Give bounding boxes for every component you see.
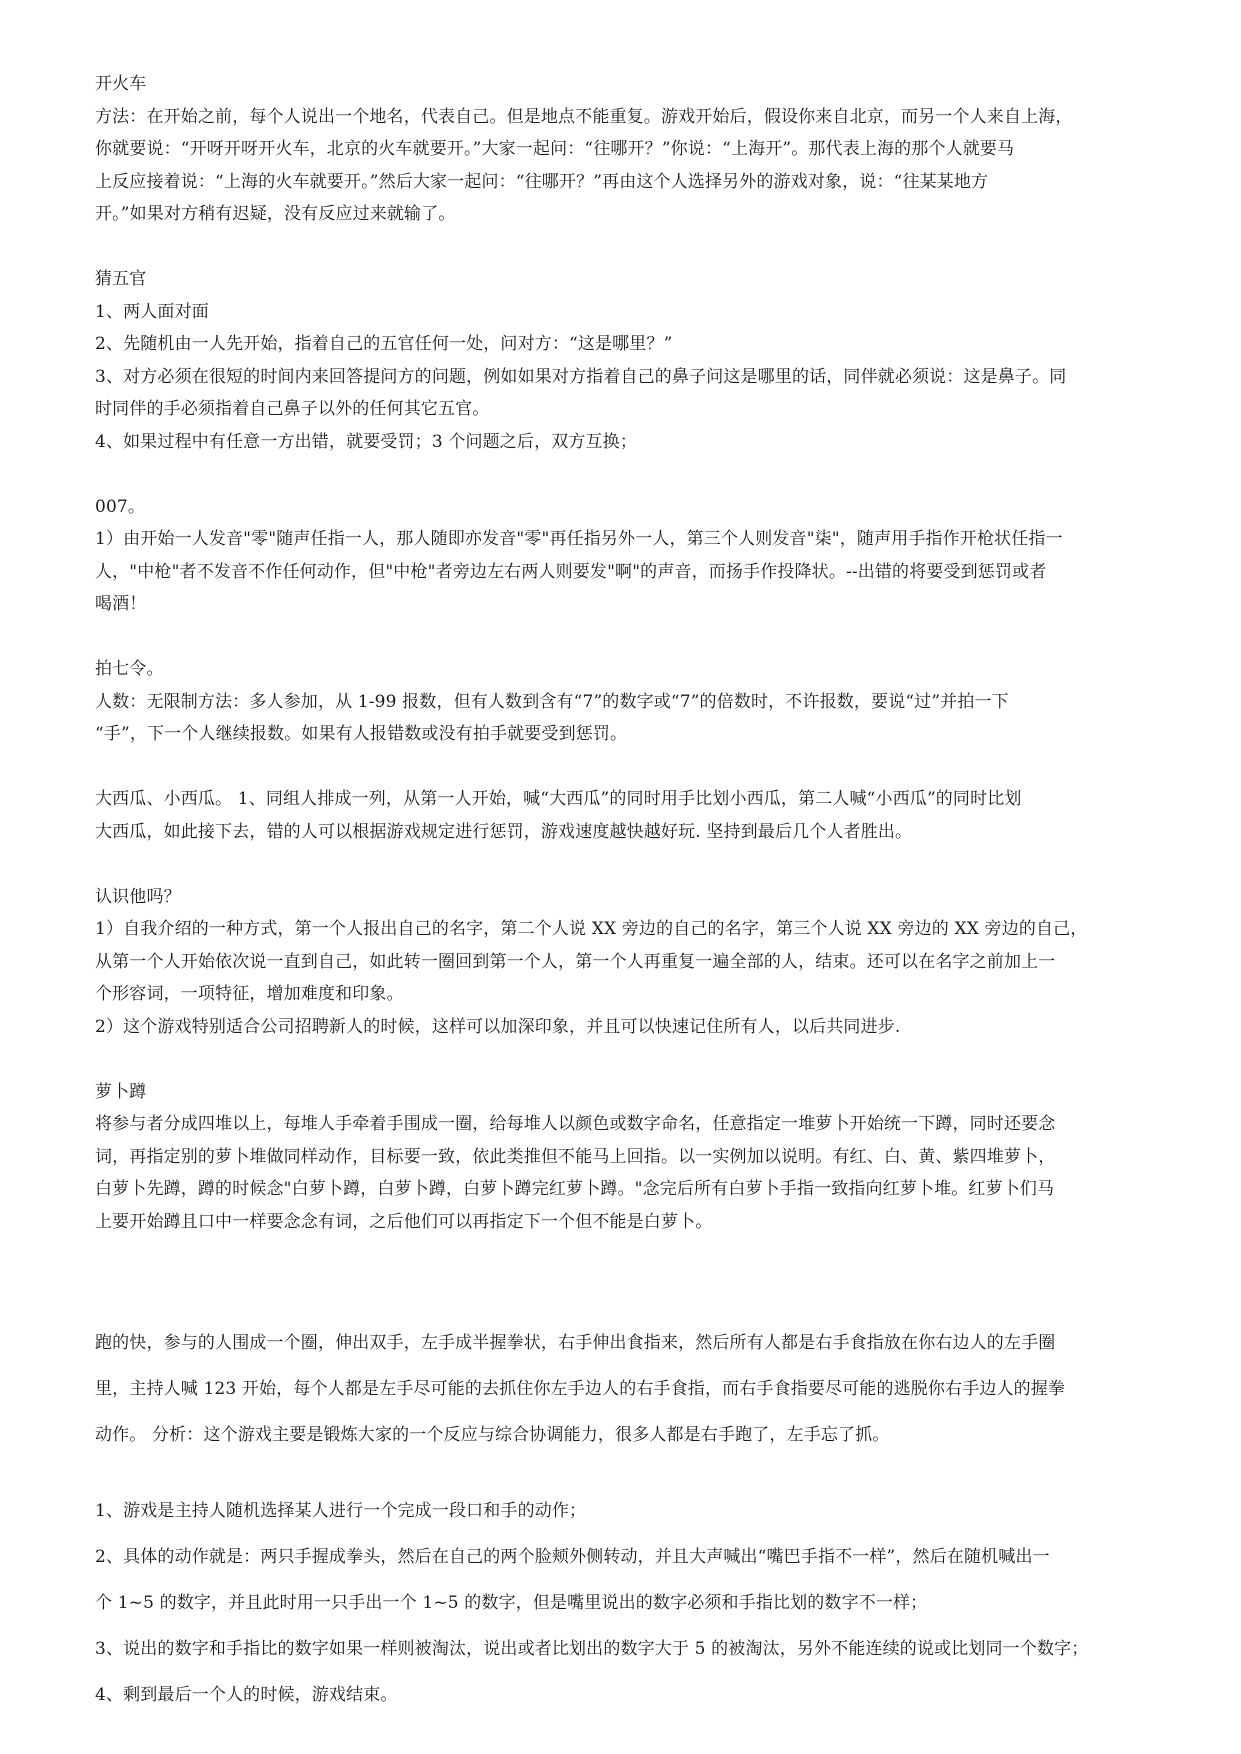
paragraph-line: 上反应接着说：“上海的火车就要开。”然后大家一起问：“往哪开？”再由这个人选择另外的游戏对象，说：“往某某地方 <box>95 171 989 192</box>
spacer <box>95 751 1147 784</box>
paragraph-line: 词，再指定别的萝卜堆做同样动作，目标要一致，依此类推但不能马上回指。以一实例加以说明。有红、白、黄、紫四堆萝卜， <box>95 1146 1056 1167</box>
paragraph-line: 将参与者分成四堆以上，每堆人手牵着手围成一圈，给每堆人以颜色或数字命名，任意指定一堆萝卜开始统一下蹲，同时还要念 <box>95 1114 1056 1134</box>
spacer <box>95 1043 1147 1076</box>
section-train-game <box>95 68 1147 231</box>
paragraph-line: 里，主持人喊 123 开始，每个人都是左手尽可能的去抓住你左手边人的右手食指，而右手食指要尽可能的逃脱你右手边人的握拳 <box>95 1379 1066 1399</box>
section-title: 认识他吗？ <box>95 886 181 907</box>
spacer <box>95 1458 1147 1488</box>
spacer <box>95 1238 1147 1320</box>
section-mouth-finger <box>95 1488 1147 1718</box>
section-bottom <box>95 1320 1147 1718</box>
paragraph-line: 1）自我介绍的一种方式，第一个人报出自己的名字，第二个人说 XX 旁边的自己的名字，第三个人说 XX 旁边的 XX 旁边的自己， <box>95 919 1088 939</box>
list-item: 个 1~5 的数字，并且此时用一只手出一个 1~5 的数字，但是嘴里说出的数字必须和手指比划的数字不一样； <box>95 1593 928 1613</box>
section-watermelon <box>95 783 1147 848</box>
list-item: 4、剩到最后一个人的时候，游戏结束。 <box>95 1685 398 1705</box>
section-guess-features <box>95 263 1147 458</box>
paragraph-line: 人数：无限制方法：多人参加，从 1-99 报数，但有人数到含有“7”的数字或“7”的倍数时，不许报数，要说“过”并拍一下 <box>95 691 1009 712</box>
paragraph-line: 人，"中枪"者不发音不作任何动作，但"中枪"者旁边左右两人则要发"啊"的声音，而扬手作投降状。--出错的将要受到惩罚或者 <box>95 561 1047 582</box>
paragraph-line: 动作。 分析：这个游戏主要是锻炼大家的一个反应与综合协调能力，很多人都是右手跑了，左手忘了抓。 <box>95 1425 890 1445</box>
paragraph-line: 大西瓜、小西瓜。 1、同组人排成一列，从第一人开始，喊“大西瓜”的同时用手比划小西瓜，第二人喊“小西瓜”的同时比划 <box>95 789 1022 809</box>
paragraph-line: 白萝卜先蹲，蹲的时候念"白萝卜蹲，白萝卜蹲，白萝卜蹲完红萝卜蹲。"念完后所有白萝卜手指一致指向红萝卜堆。红萝卜们马 <box>95 1179 1055 1199</box>
section-know-him <box>95 881 1147 1044</box>
paragraph-line: 上要开始蹲且口中一样要念念有词，之后他们可以再指定下一个但不能是白萝卜。 <box>95 1211 713 1232</box>
paragraph-line: 1）由开始一人发音"零"随声任指一人，那人随即亦发音"零"再任指另外一人，第三个人则发音"柒"，随声用手指作开枪状任指一 <box>95 529 1063 549</box>
section-run-fast <box>95 1320 1147 1458</box>
paragraph-line: “手”，下一个人继续报数。如果有人报错数或没有拍手就要受到惩罚。 <box>95 724 628 744</box>
section-radish-squat <box>95 1076 1147 1239</box>
paragraph-line: 个形容词，一项特征，增加难度和印象。 <box>95 984 404 1004</box>
spacer <box>95 231 1147 264</box>
document-body <box>95 68 1147 1718</box>
paragraph-line: 2）这个游戏特别适合公司招聘新人的时候，这样可以加深印象，并且可以快速记住所有人，以后共同进步. <box>95 1016 901 1037</box>
list-item: 时同伴的手必须指着自己鼻子以外的任何其它五官。 <box>95 399 490 419</box>
section-007-game <box>95 491 1147 621</box>
list-item: 3、说出的数字和手指比的数字如果一样则被淘汰，说出或者比划出的数字大于 5 的被淘汰，另外不能连续的说或比划同一个数字； <box>95 1639 1089 1659</box>
spacer <box>95 848 1147 881</box>
section-title: 猜五官 <box>95 269 147 289</box>
section-title: 开火车 <box>95 74 147 94</box>
paragraph-line: 你就要说：“开呀开呀开火车，北京的火车就要开。”大家一起问：“往哪开？”你说：“上海开”。那代表上海的那个人就要马 <box>95 139 1015 159</box>
list-item: 2、先随机由一人先开始，指着自己的五官任何一处，问对方：“这是哪里？” <box>95 334 673 354</box>
paragraph-line: 方法：在开始之前，每个人说出一个地名，代表自己。但是地点不能重复。游戏开始后，假设你来自北京，而另一个人来自上海， <box>95 106 1073 127</box>
paragraph-line: 大西瓜，如此接下去，错的人可以根据游戏规定进行惩罚，游戏速度越快越好玩. 坚持到最后几个人者胜出。 <box>95 821 913 842</box>
section-title: 拍七令。 <box>95 659 164 679</box>
spacer <box>95 621 1147 654</box>
list-item: 1、游戏是主持人随机选择某人进行一个完成一段口和手的动作； <box>95 1501 587 1521</box>
section-title: 萝卜蹲 <box>95 1081 147 1102</box>
paragraph-line: 从第一个人开始依次说一直到自己，如此转一圈回到第一个人，第一个人再重复一遍全部的人，结束。还可以在名字之前加上一 <box>95 951 1056 972</box>
list-item: 3、对方必须在很短的时间内来回答提问方的问题，例如如果对方指着自己的鼻子问这是哪里的话，同伴就必须说：这是鼻子。同 <box>95 366 1067 387</box>
list-item: 2、具体的动作就是：两只手握成拳头，然后在自己的两个脸颊外侧转动，并且大声喊出“嘴巴手指不一样”，然后在随机喊出一 <box>95 1547 1050 1567</box>
paragraph-line: 跑的快，参与的人围成一个圈，伸出双手，左手成半握拳状，右手伸出食指来，然后所有人都是右手食指放在你右边人的左手圈 <box>95 1333 1056 1353</box>
paragraph-line: 喝酒！ <box>95 594 147 614</box>
paragraph-line: 开。”如果对方稍有迟疑，没有反应过来就输了。 <box>95 204 456 224</box>
section-clap-seven <box>95 653 1147 751</box>
section-title: 007。 <box>95 496 146 517</box>
list-item: 4、如果过程中有任意一方出错，就要受罚；3 个问题之后，双方互换； <box>95 431 637 452</box>
list-item: 1、两人面对面 <box>95 301 209 322</box>
spacer <box>95 458 1147 491</box>
